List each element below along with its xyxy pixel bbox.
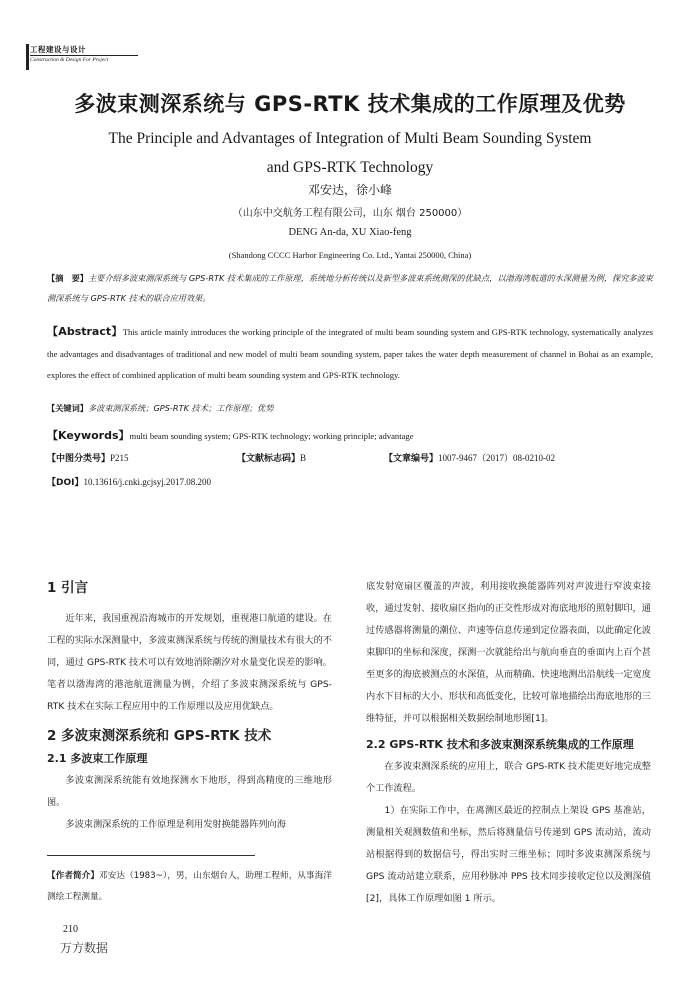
abstract-en-label: 【Abstract】: [47, 325, 123, 338]
doc-code-value: B: [300, 453, 307, 463]
journal-header: [30, 44, 140, 63]
paper-title-en-line2: and GPS-RTK Technology: [266, 159, 434, 176]
doc-code-label: 【文献标志码】: [237, 454, 301, 464]
paragraph-continued: 底发射宽扇区覆盖的声波，利用接收换能器阵列对声波进行窄波束接收，通过发射、接收扇区指向的正交性形成对海底地形的照射脚印，通过传感器将测量的潮位、声速等信息传递到定位器表面，以此确定化波束脚印的坐标和深度，探测一次就能给出与航向垂直的垂面内上百个甚至更多的海底被测点的水深值，从而精确、快速地测出沿航线一定宽度内水下目标的大小、形状和高低变化，比较可靠地描绘出海底地形的三维特征，并可以根据相关数据绘制地形图[1]。: [366, 581, 651, 724]
abstract-en-text: This article mainly introduces the working principle of the integrated of multi beam sounding system and GPS-RTK technology, systematically analyzes the advantages and disadvantages of traditional and new model of multi beam sounding system, paper takes the water depth measurement of channel in Bohai as an example, explores the effect of combined application of multi beam sounding system and GPS-RTK technology.: [47, 327, 653, 380]
subsection-heading-2-1: 2.1 多波束工作原理: [47, 752, 148, 765]
article-number: [384, 451, 555, 464]
document-code: [237, 451, 306, 464]
author-footnote-label: 【作者简介】: [47, 871, 100, 881]
author-footnote: [47, 866, 332, 908]
keywords-en-label: 【Keywords】: [47, 429, 130, 442]
footnote-rule: [47, 855, 255, 856]
page-number: 210: [63, 924, 78, 935]
body-right-column: [366, 576, 651, 910]
doi-label: 【DOI】: [47, 478, 84, 488]
doi-value: 10.13616/j.cnki.gcjsyj.2017.08.200: [83, 477, 211, 487]
keywords-en: [47, 427, 414, 443]
paragraph-2-1-b: 多波束测深系统的工作原理是利用发射换能器阵列向海: [65, 819, 286, 830]
paper-title-cn: 多波束测深系统与 GPS-RTK 技术集成的工作原理及优势: [74, 92, 626, 116]
authors-cn: 邓安达，徐小峰: [307, 183, 392, 197]
paper-title-en: [60, 124, 640, 182]
paragraph-2-1-a: 多波束测深系统能有效地探测水下地形，得到高精度的三维地形图。: [47, 775, 332, 808]
clc-number: [47, 451, 129, 464]
journal-title-en: Construction & Design For Project: [30, 57, 109, 63]
journal-header-bar: [26, 44, 29, 70]
watermark: 万方数据: [60, 941, 109, 955]
keywords-cn-label: 【关键词】: [47, 403, 88, 413]
keywords-cn-text: 多波束测深系统；GPS-RTK 技术；工作原理；优势: [87, 403, 274, 413]
clc-label: 【中图分类号】: [47, 454, 111, 464]
abstract-cn: [47, 268, 653, 308]
affiliation-en: (Shandong CCCC Harbor Engineering Co. Ltd., Yantai 250000, China): [228, 250, 472, 260]
body-left-column: [47, 576, 332, 836]
article-number-value: 1007-9467（2017）08-0210-02: [438, 453, 556, 463]
paper-title-en-line1: The Principle and Advantages of Integration of Multi Beam Sounding System: [108, 130, 592, 147]
paragraph-2-2-a: 在多波束测深系统的应用上，联合 GPS-RTK 技术能更好地完成整个工作流程。: [366, 761, 651, 794]
article-number-label: 【文章编号】: [384, 454, 439, 464]
clc-value: P215: [110, 453, 129, 463]
author-footnote-text: 邓安达（1983~），男，山东烟台人，助理工程师，从事海洋测绘工程测量。: [47, 871, 332, 902]
section-heading-intro: 1 引言: [47, 580, 89, 596]
abstract-en: [47, 321, 653, 387]
section-heading-2: 2 多波束测深系统和 GPS-RTK 技术: [47, 728, 272, 744]
keywords-cn: [47, 403, 273, 414]
affiliation-cn: （山东中交航务工程有限公司，山东 烟台 250000）: [232, 208, 468, 219]
subsection-heading-2-2: 2.2 GPS-RTK 技术和多波束测深系统集成的工作原理: [366, 738, 634, 751]
abstract-cn-label: 【摘 要】: [47, 273, 88, 283]
paragraph-2-2-b: 1）在实际工作中，在离测区最近的控制点上架设 GPS 基准站，测量相关观测数值和坐标，然后将测量信号传递到 GPS 流动站，流动站根据得到的数据信号，得出实时三维坐标；同时多波束测深系统与 GPS 流动站建立联系，应用秒脉冲 PPS 技术同步接收定位以及测深值[2]，具体工作原理如图 1 所示。: [366, 805, 651, 904]
journal-header-rule: [30, 55, 138, 56]
abstract-cn-text: 主要介绍多波束测深系统与 GPS-RTK 技术集成的工作原理，系统地分析传统以及新型多波束系统测深的优缺点，以渤海湾航道的水深测量为例，探究多波束测深系统与 GPS-RTK 技术的联合应用效果。: [47, 273, 653, 303]
journal-title-cn: 工程建设与设计: [30, 45, 86, 54]
doi: [47, 475, 211, 488]
keywords-en-text: multi beam sounding system; GPS-RTK technology; working principle; advantage: [129, 431, 414, 441]
intro-paragraph: 近年来，我国重视沿海城市的开发规划，重视港口航道的建设。在工程的实际水深测量中，多波束测深系统与传统的测量技术有很大的不同，通过 GPS-RTK 技术可以有效地消除潮汐对水量变化误差的影响。笔者以渤海湾的港池航道测量为例，介绍了多波束测深系统与 GPS-RTK 技术在实际工程应用中的工作原理以及应用优缺点。: [47, 613, 332, 712]
authors-en: DENG An-da, XU Xiao-feng: [288, 227, 412, 238]
